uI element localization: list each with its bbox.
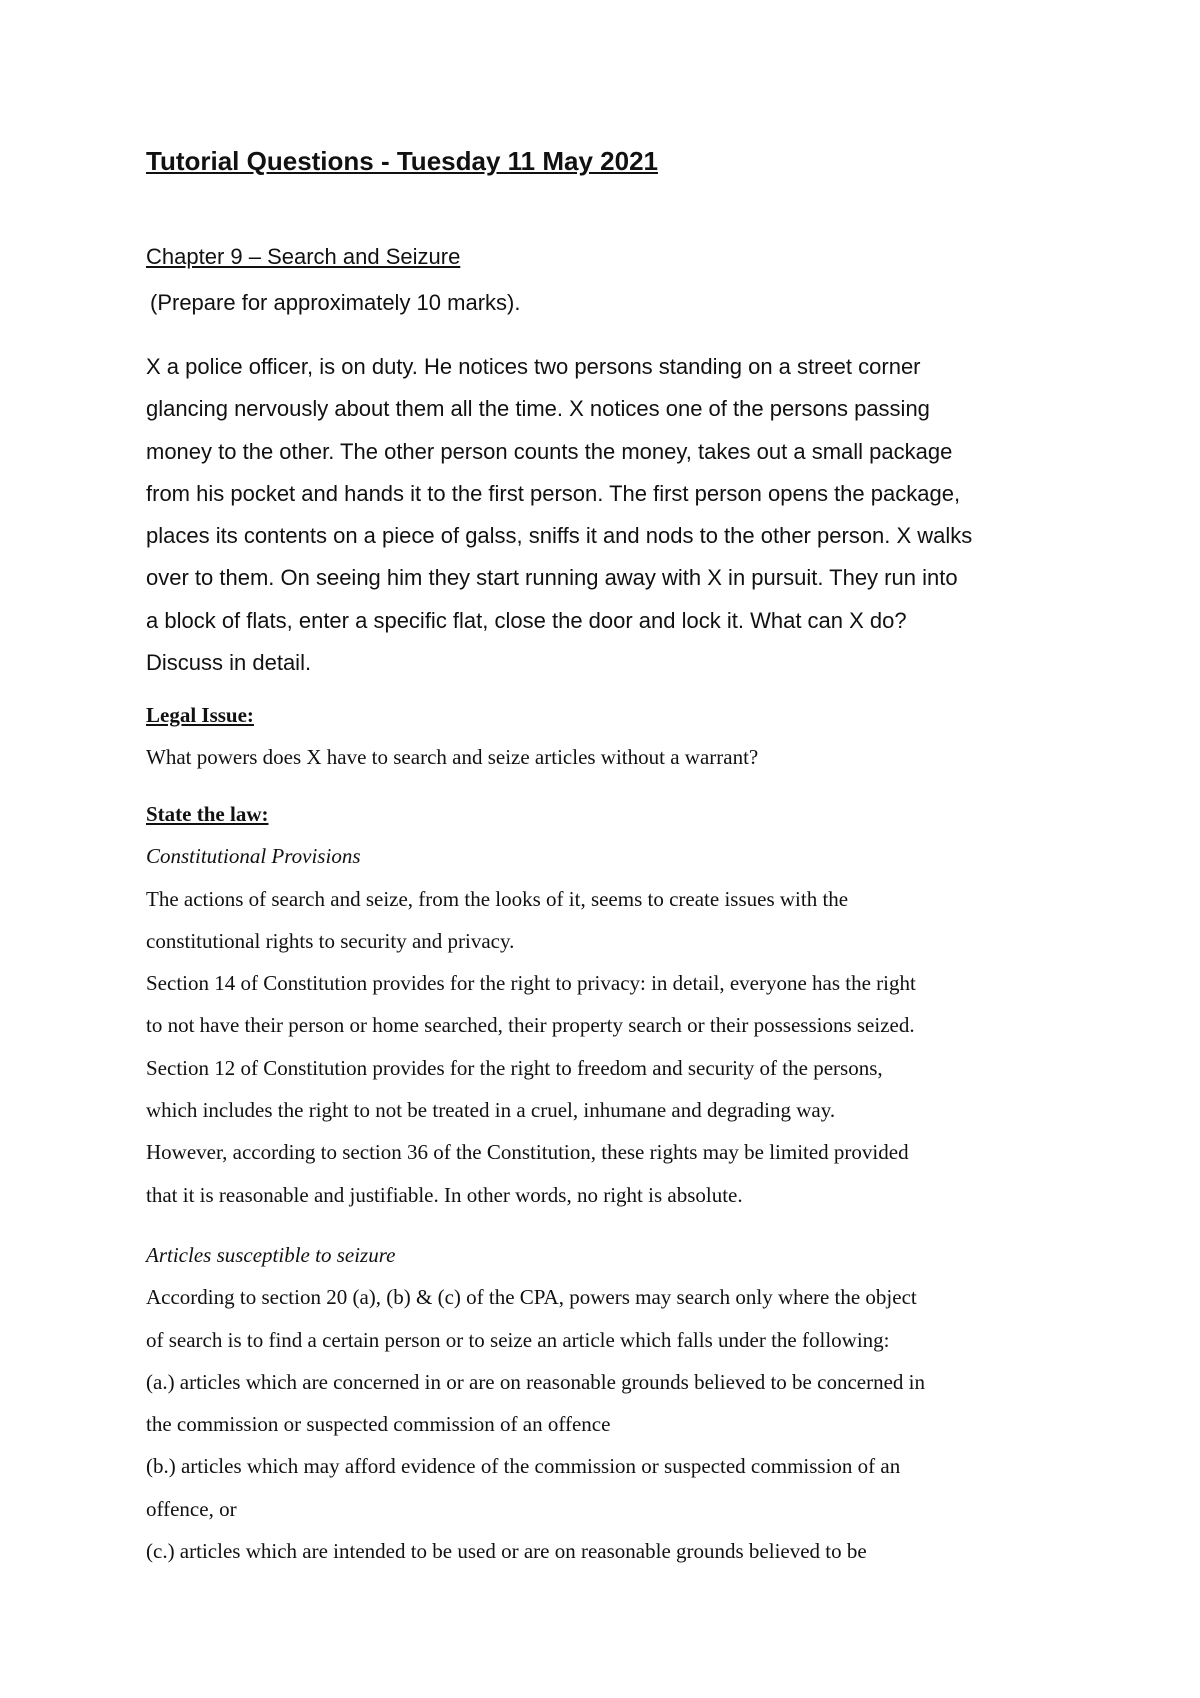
- articles-line: the commission or suspected commission of an offence: [146, 1412, 611, 1437]
- state-law-heading: State the law:: [146, 802, 269, 826]
- articles-line: (c.) articles which are intended to be used or are on reasonable grounds believed to be: [146, 1539, 867, 1564]
- state-law-line: which includes the right to not be treated in a cruel, inhumane and degrading way.: [146, 1098, 836, 1123]
- state-law-section: [146, 793, 1076, 1216]
- articles-subheading: Articles susceptible to seizure: [146, 1243, 396, 1267]
- state-law-line: that it is reasonable and justifiable. In other words, no right is absolute.: [146, 1182, 743, 1207]
- state-law-line: constitutional rights to security and privacy.: [146, 928, 515, 953]
- scenario-paragraph: [146, 346, 1076, 684]
- marks-note: (Prepare for approximately 10 marks).: [150, 290, 521, 315]
- document-title: Tutorial Questions - Tuesday 11 May 2021: [146, 146, 658, 176]
- legal-issue-heading: Legal Issue:: [146, 703, 254, 727]
- scenario-line: over to them. On seeing him they start running away with X in pursuit. They run into: [146, 565, 958, 591]
- scenario-line: places its contents on a piece of galss, sniffs it and nods to the other person. X walks: [146, 523, 973, 549]
- articles-line: offence, or: [146, 1496, 237, 1521]
- articles-line: (b.) articles which may afford evidence of the commission or suspected commission of an: [146, 1454, 901, 1479]
- state-law-line: to not have their person or home searched, their property search or their possessions seized.: [146, 1013, 915, 1038]
- chapter-heading: Chapter 9 – Search and Seizure: [146, 244, 461, 269]
- legal-issue-section: [146, 694, 1076, 779]
- scenario-line: X a police officer, is on duty. He notices two persons standing on a street corner: [146, 354, 921, 379]
- state-law-line: Section 12 of Constitution provides for the right to freedom and security of the persons,: [146, 1055, 883, 1080]
- articles-section: [146, 1234, 1076, 1572]
- state-law-line: However, according to section 36 of the Constitution, these rights may be limited provided: [146, 1140, 909, 1165]
- scenario-line: a block of flats, enter a specific flat, close the door and lock it. What can X do?: [146, 607, 907, 633]
- scenario-line: Discuss in detail.: [146, 650, 312, 676]
- state-law-line: The actions of search and seize, from the looks of it, seems to create issues with the: [146, 886, 849, 911]
- scenario-line: glancing nervously about them all the time. X notices one of the persons passing: [146, 396, 930, 422]
- legal-issue-text: What powers does X have to search and seize articles without a warrant?: [146, 745, 759, 770]
- state-law-line: Section 14 of Constitution provides for the right to privacy: in detail, everyone has the right: [146, 971, 916, 996]
- scenario-line: money to the other. The other person counts the money, takes out a small package: [146, 438, 953, 464]
- articles-line: According to section 20 (a), (b) & (c) of the CPA, powers may search only where the object: [146, 1285, 917, 1310]
- scenario-line: from his pocket and hands it to the first person. The first person opens the package,: [146, 480, 961, 506]
- articles-line: of search is to find a certain person or to seize an article which falls under the following:: [146, 1327, 890, 1352]
- articles-line: (a.) articles which are concerned in or are on reasonable grounds believed to be concerned in: [146, 1369, 925, 1394]
- constitutional-provisions-subheading: Constitutional Provisions: [146, 844, 361, 869]
